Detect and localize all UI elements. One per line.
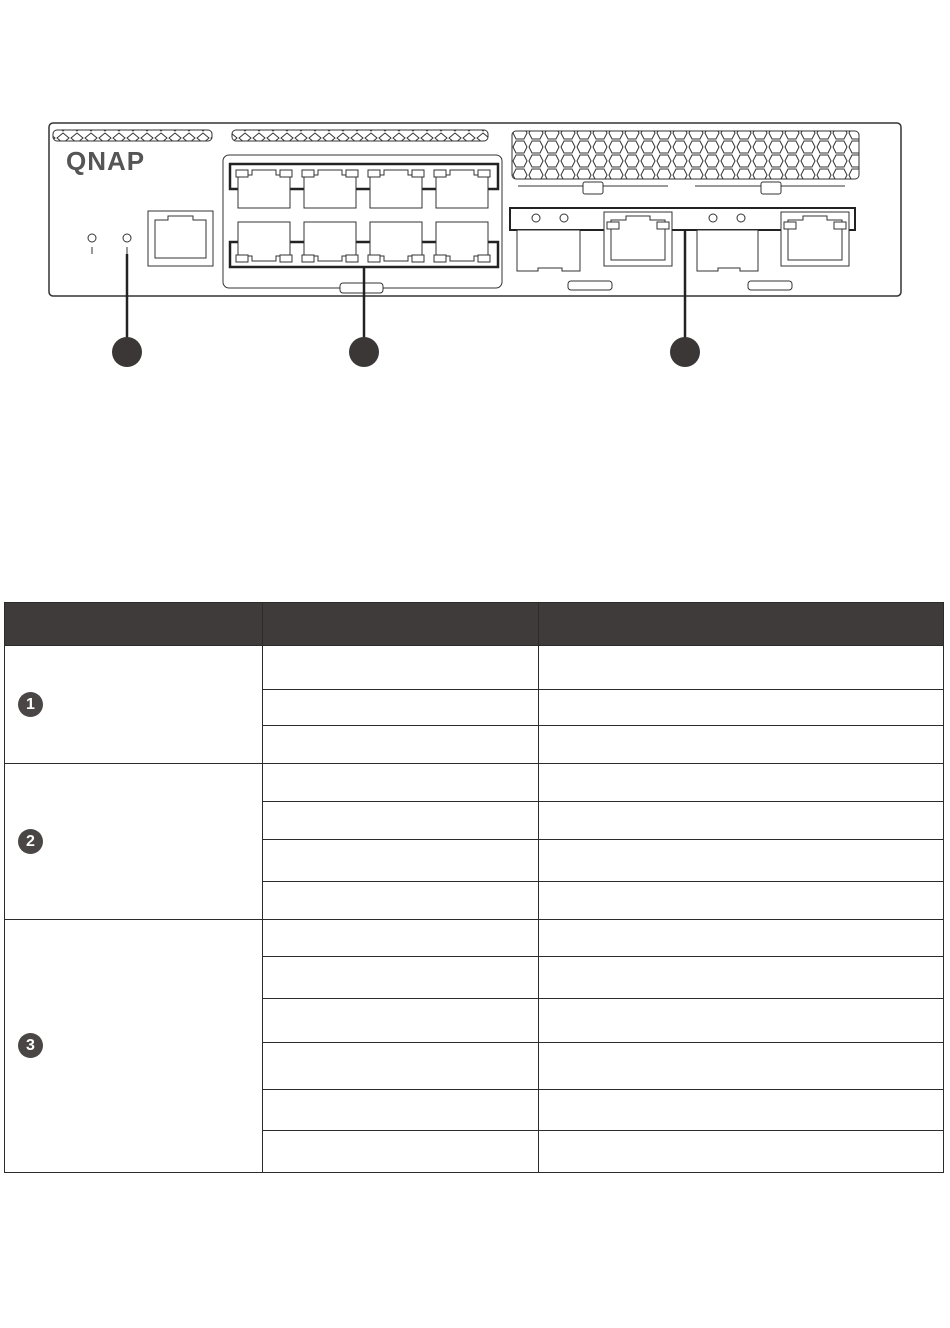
table-cell — [539, 957, 944, 999]
table-row — [5, 764, 944, 802]
brand-logo: QNAP — [66, 146, 146, 176]
port-led — [478, 170, 490, 177]
port-led — [478, 255, 490, 262]
port-led — [412, 255, 424, 262]
table-cell — [539, 999, 944, 1043]
table-cell — [263, 690, 539, 726]
number-badge: 2 — [18, 829, 43, 854]
table-row — [5, 646, 944, 690]
port-led — [280, 255, 292, 262]
port-led — [280, 170, 292, 177]
table-cell — [263, 1131, 539, 1173]
port-led — [434, 255, 446, 262]
marker-cell — [5, 920, 263, 1173]
port-led — [434, 170, 446, 177]
port-led — [346, 255, 358, 262]
table-cell — [263, 1090, 539, 1131]
marker-cell — [5, 646, 263, 764]
vent-grille-right — [512, 131, 859, 179]
vent-grille-left — [53, 130, 212, 141]
sfp-port — [517, 230, 580, 271]
table-cell — [263, 957, 539, 999]
table-cell — [539, 764, 944, 802]
table-cell — [263, 726, 539, 764]
table-cell — [263, 920, 539, 957]
header-cell — [263, 603, 539, 646]
table-cell — [263, 882, 539, 920]
table-cell — [539, 646, 944, 690]
table-cell — [539, 920, 944, 957]
table-cell — [539, 1043, 944, 1090]
table-cell — [539, 1090, 944, 1131]
table-cell — [263, 764, 539, 802]
management-port — [148, 211, 213, 266]
table-cell — [539, 1131, 944, 1173]
number-badge: 3 — [18, 1033, 43, 1058]
table-cell — [539, 840, 944, 882]
table-cell — [263, 646, 539, 690]
port-led — [368, 255, 380, 262]
port-led — [302, 170, 314, 177]
port-led — [302, 255, 314, 262]
table-cell — [539, 690, 944, 726]
header-cell — [5, 603, 263, 646]
vent-grille-middle — [232, 130, 488, 141]
table-cell — [263, 999, 539, 1043]
sfp-port — [697, 230, 758, 271]
callout-3 — [670, 337, 700, 367]
table-cell — [263, 802, 539, 840]
switch-front-panel-illustration — [0, 0, 950, 380]
led-description-table — [4, 602, 944, 1173]
table-row — [5, 920, 944, 957]
marker-cell — [5, 764, 263, 920]
led-indicator — [88, 234, 96, 242]
callout-2 — [349, 337, 379, 367]
number-badge: 1 — [18, 692, 43, 717]
table-cell — [539, 802, 944, 840]
port-led — [236, 255, 248, 262]
table-cell — [539, 726, 944, 764]
port-led — [346, 170, 358, 177]
table-cell — [263, 840, 539, 882]
table-header-row — [5, 603, 944, 646]
table-cell — [263, 1043, 539, 1090]
port-led — [236, 170, 248, 177]
port-led — [368, 170, 380, 177]
header-cell — [539, 603, 944, 646]
table-cell — [539, 882, 944, 920]
callout-1 — [112, 337, 142, 367]
port-led — [412, 170, 424, 177]
led-indicator — [123, 234, 131, 242]
